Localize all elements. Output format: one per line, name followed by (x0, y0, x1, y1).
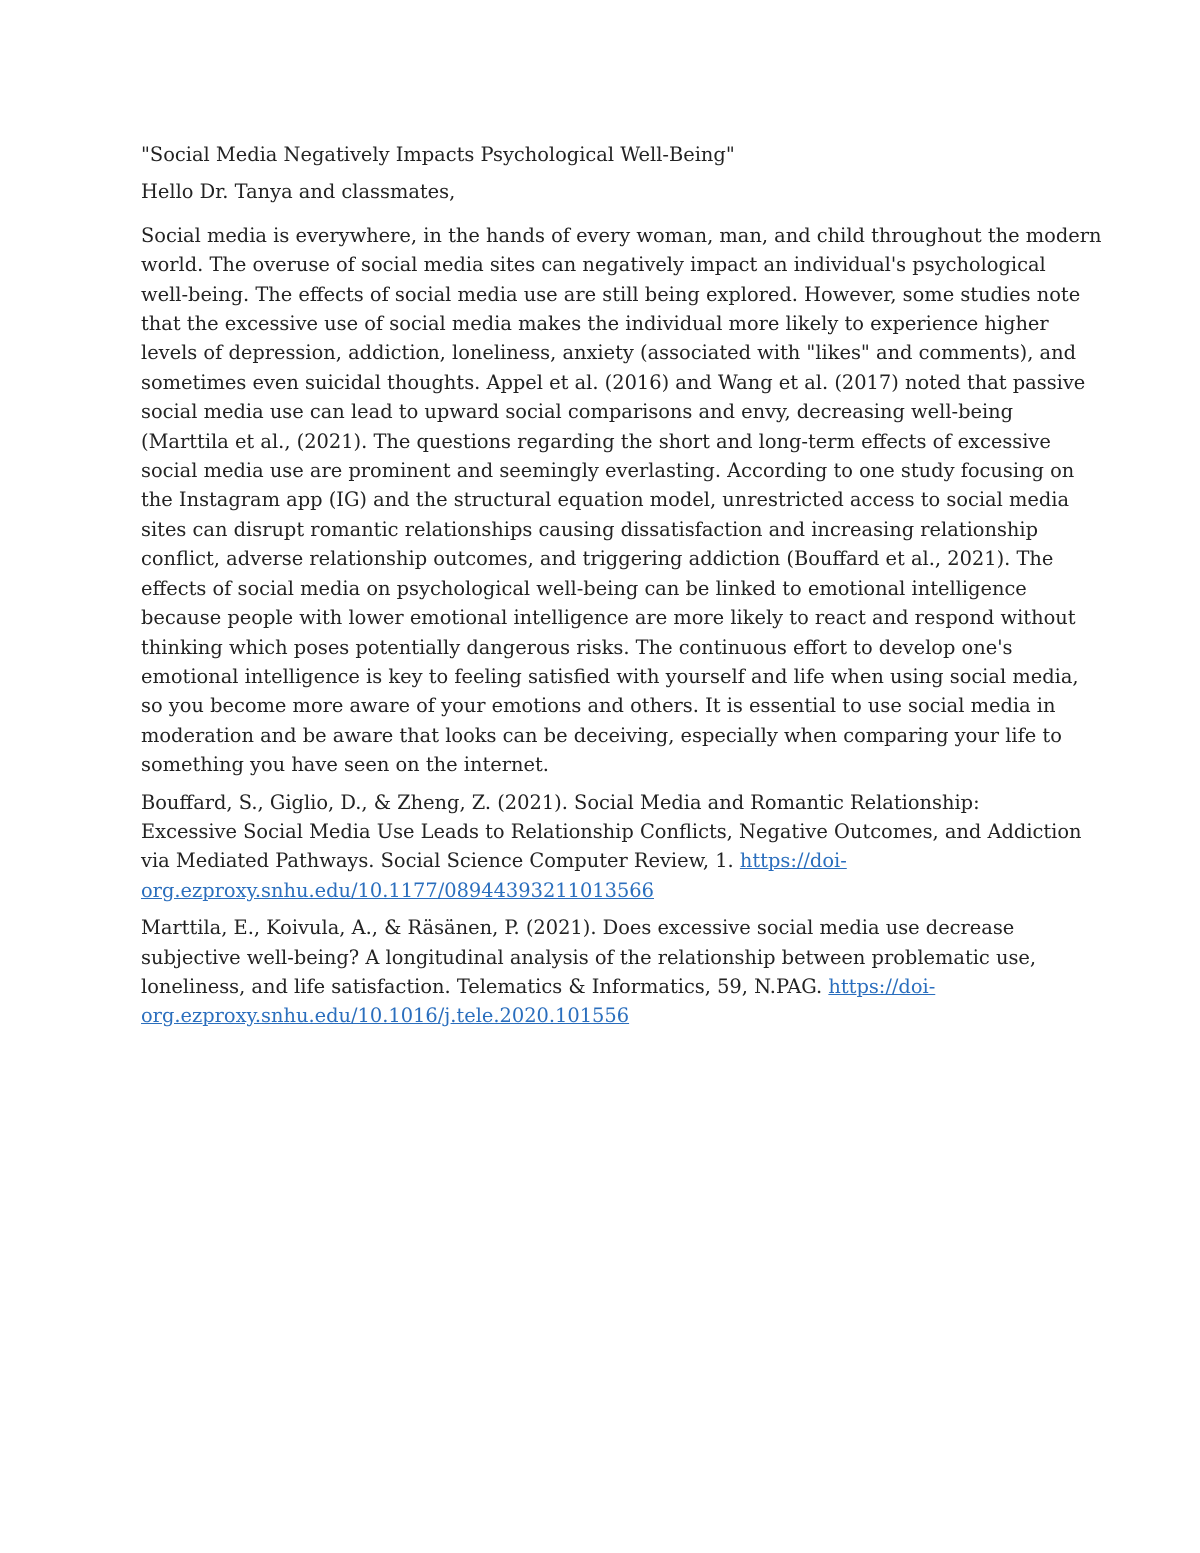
reference-text: loneliness, and life satisfaction. Telematics & Informatics, 59, N.PAG. (141, 974, 829, 998)
reference-line (141, 876, 1066, 905)
body-line: the Instagram app (IG) and the structural equation model, unrestricted access to social media (141, 488, 1070, 512)
body-line: effects of social media on psychological well-being can be linked to emotional intelligence (141, 576, 1027, 600)
body-line: well-being. The effects of social media use are still being explored. However, some studies note (141, 282, 1081, 306)
reference-line: Marttila, E., Koivula, A., & Räsänen, P. (2021). Does excessive social media use decrease (141, 916, 1015, 940)
body-line: so you become more aware of your emotions and others. It is essential to use social media in (141, 694, 1056, 718)
reference-line (141, 1001, 1066, 1030)
document-title: "Social Media Negatively Impacts Psychological Well-Being" (141, 143, 735, 166)
document-content (141, 140, 1102, 1031)
body-line: conflict, adverse relationship outcomes, and triggering addiction (Bouffard et al., 2021). The (141, 547, 1054, 571)
body-line: that the excessive use of social media makes the individual more likely to experience higher (141, 312, 1049, 336)
reference-line (141, 972, 1066, 1001)
body-line: sometimes even suicidal thoughts. Appel et al. (2016) and Wang et al. (2017) noted that passive (141, 370, 1086, 394)
body-paragraph (141, 221, 1102, 780)
reference-text: via Mediated Pathways. Social Science Computer Review, 1. (141, 849, 740, 873)
reference-entry-marttila (141, 913, 1066, 1031)
body-line: because people with lower emotional intelligence are more likely to react and respond without (141, 606, 1076, 630)
doi-link-bouffard-part1[interactable]: https://doi- (739, 849, 847, 873)
body-line: thinking which poses potentially dangerous risks. The continuous effort to develop one's (141, 635, 1013, 659)
body-line: levels of depression, addiction, loneliness, anxiety (associated with "likes" and comments), and (141, 341, 1077, 365)
reference-line: subjective well-being? A longitudinal analysis of the relationship between problematic use, (141, 945, 1037, 969)
doi-link-bouffard-part2[interactable]: org.ezproxy.snhu.edu/10.1177/08944393211013566 (141, 878, 654, 902)
body-line: social media use can lead to upward social comparisons and envy, decreasing well-being (141, 400, 1014, 424)
reference-line: Bouffard, S., Giglio, D., & Zheng, Z. (2021). Social Media and Romantic Relationship: (141, 790, 980, 814)
body-line: social media use are prominent and seemingly everlasting. According to one study focusing on (141, 459, 1075, 483)
reference-line: Excessive Social Media Use Leads to Relationship Conflicts, Negative Outcomes, and Addiction (141, 819, 1082, 843)
body-line: (Marttila et al., (2021). The questions regarding the short and long-term effects of excessive (141, 429, 1051, 453)
body-line: world. The overuse of social media sites can negatively impact an individual's psychological (141, 253, 1046, 277)
body-line: Social media is everywhere, in the hands of every woman, man, and child throughout the modern (141, 223, 1102, 247)
body-line: emotional intelligence is key to feeling satisfied with yourself and life when using social media, (141, 664, 1079, 688)
body-line: something you have seen on the internet. (141, 753, 549, 777)
greeting: Hello Dr. Tanya and classmates, (141, 180, 456, 204)
body-line: sites can disrupt romantic relationships causing dissatisfaction and increasing relationship (141, 517, 1039, 541)
reference-line (141, 846, 1066, 875)
doi-link-marttila-part2[interactable]: org.ezproxy.snhu.edu/10.1016/j.tele.2020.101556 (141, 1004, 630, 1028)
body-line: moderation and be aware that looks can be deceiving, especially when comparing your life to (141, 723, 1062, 747)
doi-link-marttila-part1[interactable]: https://doi- (828, 974, 936, 998)
reference-entry-bouffard (141, 788, 1082, 906)
